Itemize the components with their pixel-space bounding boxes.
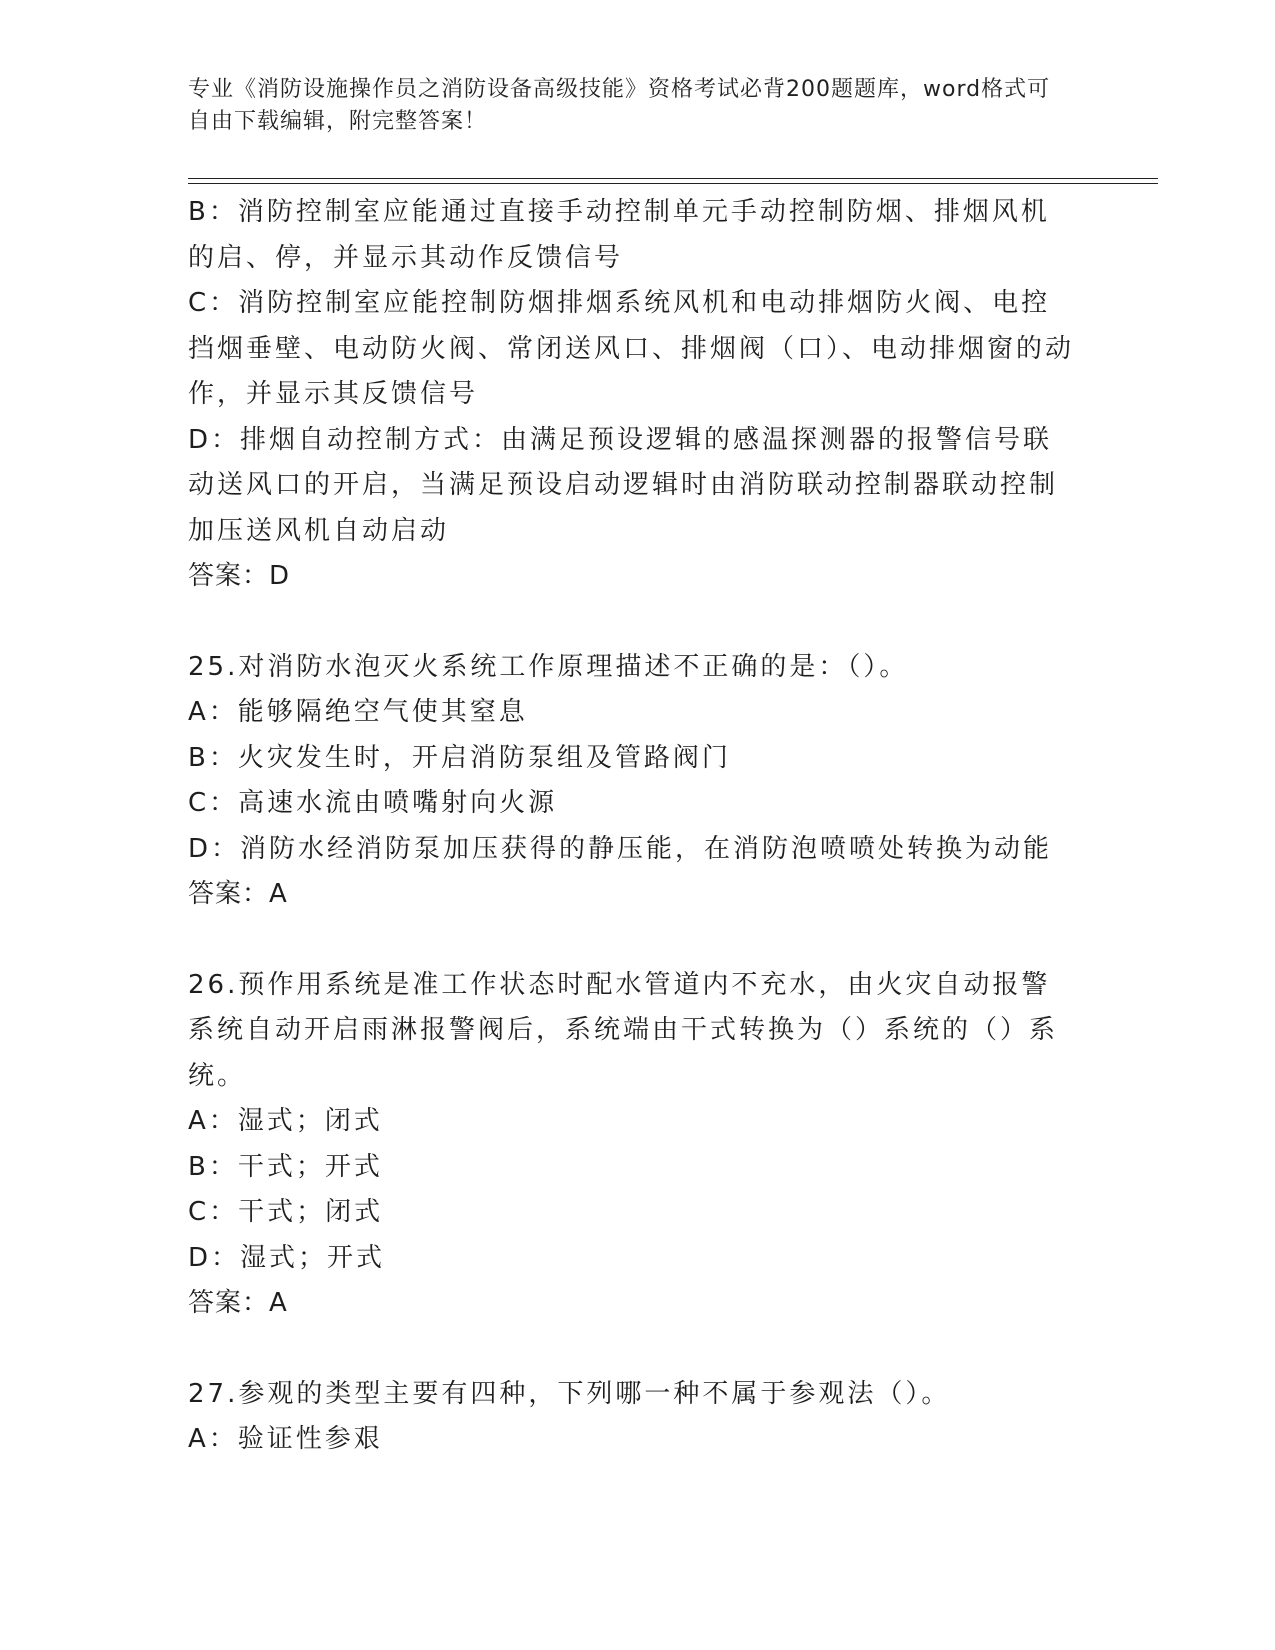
q25-option-d: D：消防水经消防泵加压获得的静压能，在消防泡喷喷处转换为动能	[188, 833, 1053, 864]
q25-answer: 答案：A	[188, 879, 288, 909]
q26-option-d: D：湿式；开式	[188, 1242, 386, 1273]
q27-stem: 27.参观的类型主要有四种，下列哪一种不属于参观法（）。	[188, 1378, 951, 1409]
spacer	[188, 918, 1078, 963]
q25-option-a: A：能够隔绝空气使其窒息	[188, 697, 528, 727]
q26-option-a: A：湿式；闭式	[188, 1106, 383, 1136]
prev-option-d: D：排烟自动控制方式：由满足预设逻辑的感温探测器的报警信号联动送风口的开启，当满足预设启动逻辑时由消防联动控制器联动控制加压送风机自动启动	[188, 424, 1059, 546]
page-header: 专业《消防设施操作员之消防设备高级技能》资格考试必背200题题库，word格式可自由下载编辑，附完整答案！	[188, 77, 1051, 134]
q25-option-b: B：火灾发生时，开启消防泵组及管路阀门	[188, 742, 731, 773]
header-divider-top	[188, 178, 1158, 179]
q27-option-a: A：验证性参艰	[188, 1424, 383, 1454]
spacer	[188, 600, 1078, 645]
q25-stem: 25.对消防水泡灭火系统工作原理描述不正确的是：（）。	[188, 651, 909, 682]
spacer	[188, 1327, 1078, 1372]
question-content	[188, 190, 1078, 1463]
prev-option-c: C：消防控制室应能控制防烟排烟系统风机和电动排烟防火阀、电控挡烟垂壁、电动防火阀、常闭送风口、排烟阀（口）、电动排烟窗的动作，并显示其反馈信号	[188, 288, 1075, 409]
header-divider-bottom	[188, 183, 1158, 184]
q26-answer: 答案：A	[188, 1288, 288, 1318]
q25-option-c: C：高速水流由喷嘴射向火源	[188, 788, 558, 818]
q26-option-b: B：干式；开式	[188, 1151, 383, 1182]
prev-option-b: B：消防控制室应能通过直接手动控制单元手动控制防烟、排烟风机的启、停，并显示其动作反馈信号	[188, 197, 1050, 273]
q26-stem: 26.预作用系统是准工作状态时配水管道内不充水，由火灾自动报警系统自动开启雨淋报警阀后，系统端由干式转换为（）系统的（）系统。	[188, 969, 1059, 1091]
prev-answer: 答案：D	[188, 561, 291, 591]
q26-option-c: C：干式；闭式	[188, 1197, 384, 1227]
